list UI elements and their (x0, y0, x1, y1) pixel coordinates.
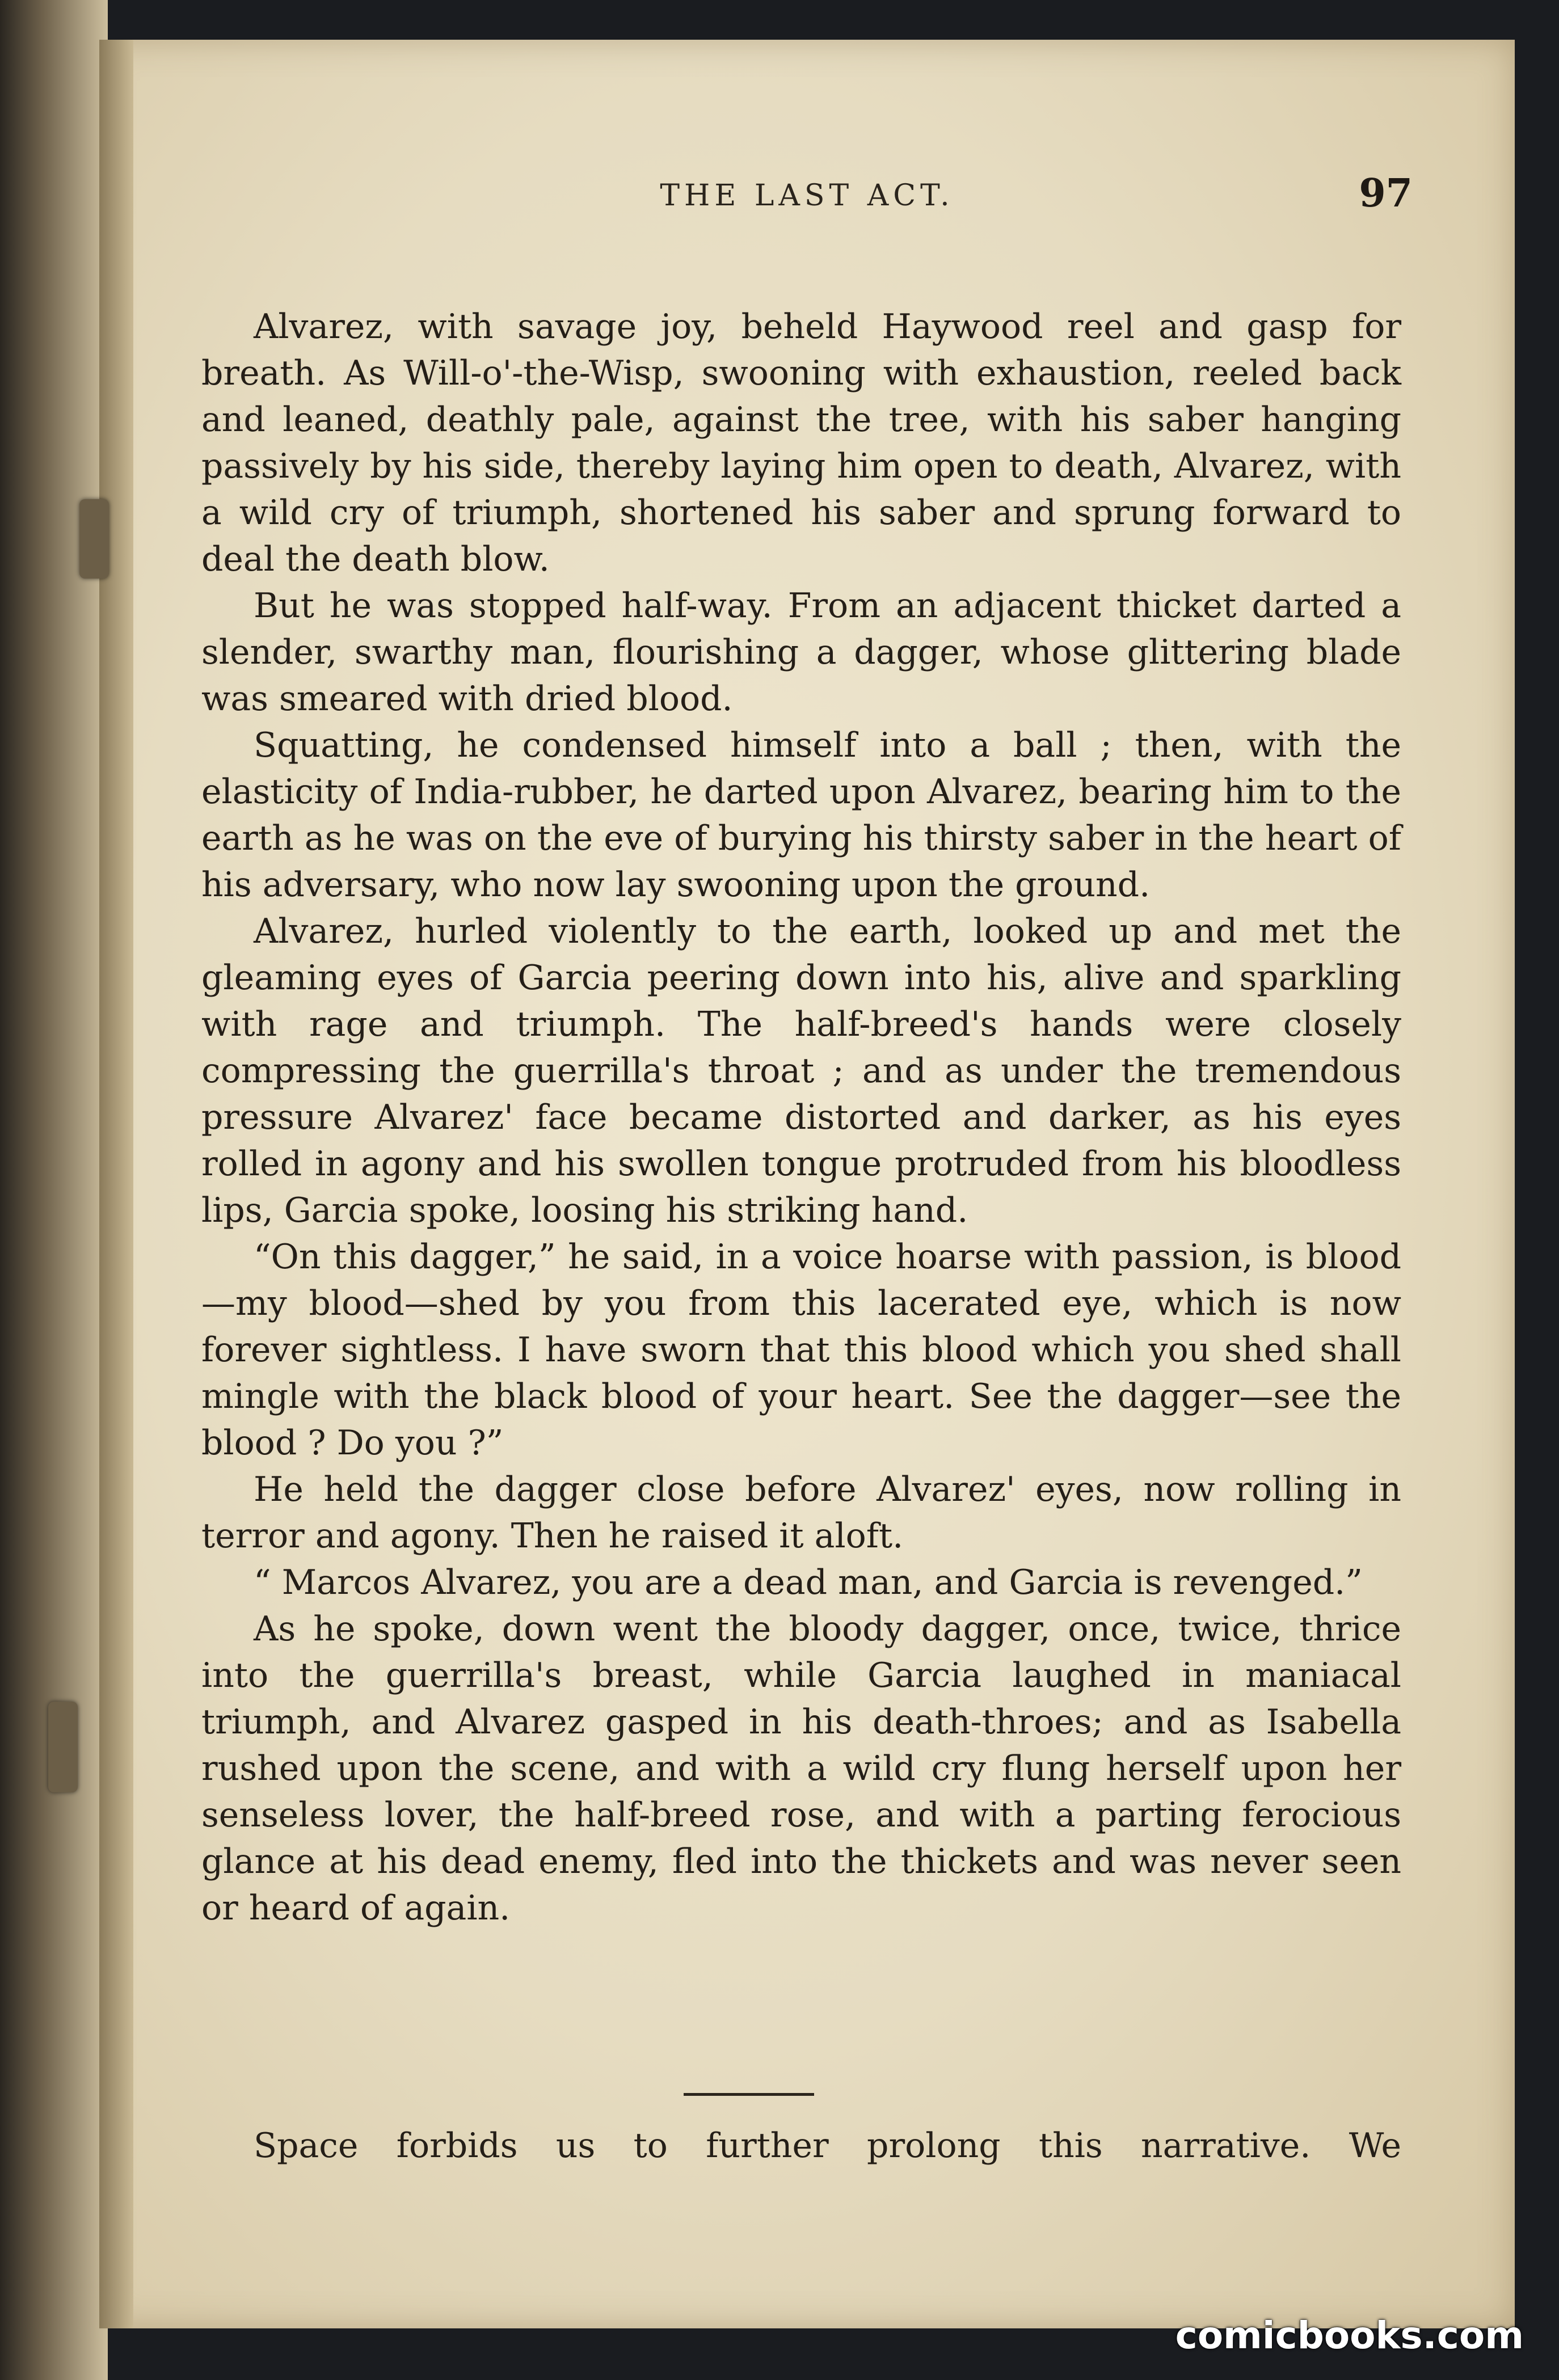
paragraph: Alvarez, hurled violently to the earth, looked up and met the gleaming eyes of Garcia peering down into his, alive and sparkling with rage and triumph. The half-breed's hands were closely compressing the guerrilla's throat ; and as under the tremendous pressure Alvarez' face became distorted and darker, as his eyes rolled in agony and his swollen tongue protruded from his bloodless lips, Garcia spoke, loosing his striking hand. (201, 912, 1401, 1230)
binding-staple-upper (79, 499, 109, 579)
book-spine-shadow (0, 0, 108, 2380)
paragraph: He held the dagger close before Alvarez' eyes, now rolling in terror and agony. Then he raised it aloft. (201, 1470, 1401, 1556)
closing-text (201, 2122, 1401, 2169)
paragraph: Alvarez, with savage joy, beheld Haywood reel and gasp for breath. As Will-o'-the-Wisp, swooning with exhaustion, reeled back and leaned, deathly pale, against the tree, with his saber hanging passively by his side, thereby laying him open to death, Alvarez, with a wild cry of triumph, shortened his saber and sprung forward to deal the death blow. (201, 307, 1401, 579)
page-number: 97 (1359, 171, 1413, 216)
closing-paragraph: Space forbids us to further prolong this narrative. We (254, 2126, 1401, 2166)
section-divider-rule (684, 2093, 814, 2096)
book-page (99, 40, 1515, 2328)
binding-staple-lower (48, 1702, 78, 1792)
page-header (201, 171, 1413, 247)
running-title: THE LAST ACT. (660, 179, 954, 213)
paragraph: But he was stopped half-way. From an adjacent thicket darted a slender, swarthy man, flourishing a dagger, whose glittering blade was smeared with dried blood. (201, 586, 1401, 719)
paragraph: Squatting, he condensed himself into a ball ; then, with the elasticity of India-rubber, he darted upon Alvarez, bearing him to the earth as he was on the eve of burying his thirsty saber in the heart of his adversary, who now lay swooning upon the ground. (201, 725, 1401, 905)
paragraph: As he spoke, down went the bloody dagger, once, twice, thrice into the guerrilla's breast, while Garcia laughed in maniacal triumph, and Alvarez gasped in his death-throes; and as Isabella rushed upon the scene, and with a wild cry flung herself upon her senseless lover, the half-breed rose, and with a parting ferocious glance at his dead enemy, fled into the thickets and was never seen or heard of again. (201, 1609, 1401, 1928)
site-watermark: comicbooks.com (1175, 2314, 1524, 2357)
paragraph: “ Marcos Alvarez, you are a dead man, and Garcia is revenged.” (254, 1563, 1363, 1602)
page-gutter (99, 40, 133, 2328)
paragraph: “On this dagger,” he said, in a voice hoarse with passion, is blood—my blood—shed by you from this lacerated eye, which is now forever sightless. I have sworn that this blood which you shed shall mingle with the black blood of your heart. See the dagger—see the blood ? Do you ?” (201, 1237, 1401, 1463)
body-text (201, 303, 1401, 1931)
